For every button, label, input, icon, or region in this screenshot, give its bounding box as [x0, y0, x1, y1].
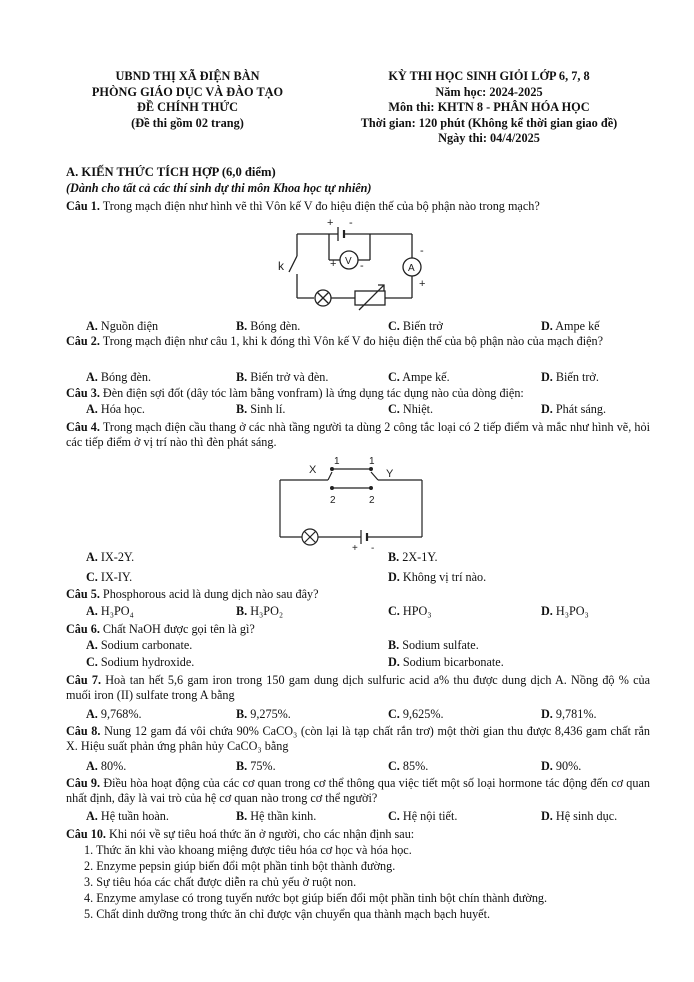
voltmeter-minus-label: -	[360, 260, 364, 272]
option-c[interactable]: C. IX-IY.	[86, 570, 133, 584]
option-d[interactable]: D. Ampe kế	[541, 319, 600, 333]
options-q3	[86, 402, 646, 417]
option-d[interactable]: D. Không vị trí nào.	[388, 570, 487, 584]
question-2	[66, 334, 650, 349]
voltmeter-plus-label: +	[330, 258, 337, 270]
question-4	[66, 420, 650, 450]
option-c[interactable]: C. Biến trở	[388, 319, 443, 333]
option-a[interactable]: A. Nguồn điện	[86, 319, 159, 333]
contact-2-label: 2	[369, 495, 375, 506]
option-b[interactable]: B. Bóng đèn.	[236, 319, 301, 333]
question-6	[66, 622, 650, 637]
statement-item: 1. Thức ăn khi vào khoang miệng được tiêu hóa cơ học và hóa học.	[84, 843, 412, 857]
options-q4-row2	[86, 570, 646, 585]
question-text: Phosphorous acid là dung dịch nào sau đây?	[102, 587, 319, 601]
question-text: Trong mạch điện như câu 1, khi k đóng thì Vôn kế V đo hiệu điện thế của bộ phận nào của mạch điện?	[102, 334, 604, 348]
contact-2-label: 2	[330, 495, 336, 506]
option-a[interactable]: A. 9,768%.	[86, 707, 142, 721]
circuit-diagram-2	[270, 450, 430, 552]
question-text: Khi nói về sự tiêu hoá thức ăn ở người, cho các nhận định sau:	[109, 827, 415, 841]
question-7	[66, 673, 650, 703]
voltmeter-label: V	[345, 256, 352, 267]
option-c[interactable]: C. Hệ nội tiết.	[388, 809, 458, 823]
contact-1-label: 1	[334, 456, 340, 467]
ammeter-label: A	[408, 263, 415, 274]
question-10	[66, 827, 650, 842]
contact-1-label: 1	[369, 456, 375, 467]
question-number: Câu 5.	[66, 587, 100, 601]
statement-item: 5. Chất dinh dưỡng trong thức ăn chỉ được vận chuyển qua thành mạch bạch huyết.	[84, 907, 491, 921]
question-number: Câu 4.	[66, 420, 100, 434]
option-a[interactable]: A. IX-2Y.	[86, 550, 135, 564]
question-text: Hoà tan hết 5,6 gam iron trong 150 gam dung dịch sulfuric acid a% thu được dung dịch A. Nồng độ % của muối iron (II) sulfate trong A bằng	[66, 673, 650, 702]
header-left-line: PHÒNG GIÁO DỤC VÀ ĐÀO TẠO	[91, 84, 284, 99]
options-q2	[86, 370, 646, 385]
option-d[interactable]: D. Biến trở.	[541, 370, 599, 384]
switch-lever-icon	[371, 472, 378, 480]
header-right-line: Thời gian: 120 phút (Không kể thời gian giao đề)	[360, 115, 618, 130]
battery-plus-label: +	[352, 543, 358, 552]
option-c[interactable]: C. Sodium hydroxide.	[86, 655, 195, 669]
options-q1	[86, 319, 646, 334]
option-a[interactable]: A. Sodium carbonate.	[86, 638, 193, 652]
question-5	[66, 587, 650, 602]
options-q7	[86, 707, 646, 722]
statement-item: 2. Enzyme pepsin giúp biến đổi một phần tinh bột thành đường.	[84, 859, 396, 873]
ammeter-minus-label: -	[420, 245, 424, 257]
question-text: Trong mạch điện cầu thang ở các nhà tầng người ta dùng 2 công tắc loại có 2 tiếp điểm và mắc như hình vẽ, hỏi các tiếp điểm ở vị trí nào thì đèn phát sáng.	[66, 420, 650, 449]
header-left-line: (Đề thi gồm 02 trang)	[131, 115, 244, 130]
statement-item: 3. Sự tiêu hóa các chất được diễn ra chủ yếu ở ruột non.	[84, 875, 357, 889]
question-8	[66, 724, 650, 754]
option-c[interactable]: C. 85%.	[388, 759, 429, 773]
option-d[interactable]: D. Hệ sinh dục.	[541, 809, 618, 823]
question-number: Câu 6.	[66, 622, 100, 636]
options-q5	[86, 604, 646, 619]
option-a[interactable]: A. Hệ tuần hoàn.	[86, 809, 169, 823]
contact-x-label: X	[309, 464, 317, 476]
question-3	[66, 386, 650, 401]
question-text: Đèn điện sợi đốt (dây tóc làm bằng vonfram) là ứng dụng tác dụng nào của dòng điện:	[102, 386, 524, 400]
question-text: Điều hòa hoạt động của các cơ quan trong cơ thể thông qua việc tiết một số loại hormone tác động đến cơ quan nhất định, đây là vai trò của hệ cơ quan nào trong cơ thể người?	[66, 776, 651, 805]
option-d[interactable]: D. H₃PO₃	[541, 604, 589, 618]
option-b[interactable]: B. H₃PO₂	[236, 604, 284, 618]
ammeter-plus-label: +	[419, 278, 426, 290]
rheostat-arrow	[359, 285, 384, 310]
question-number: Câu 7.	[66, 673, 102, 687]
question-9	[66, 776, 650, 806]
header-left	[40, 69, 335, 131]
option-d[interactable]: D. 9,781%.	[541, 707, 597, 721]
option-d[interactable]: D. Sodium bicarbonate.	[388, 655, 504, 669]
statement-item: 4. Enzyme amylase có trong tuyến nước bọt giúp biến đổi một phần tinh bột chín thành đường.	[84, 891, 548, 905]
option-a[interactable]: A. H₃PO₄	[86, 604, 134, 618]
rheostat-icon	[355, 291, 385, 305]
header-right-line: Môn thi: KHTN 8 - PHÂN HÓA HỌC	[388, 100, 590, 114]
contact-dot	[370, 487, 373, 490]
option-c[interactable]: C. Nhiệt.	[388, 402, 434, 416]
contact-dot	[370, 468, 373, 471]
switch-lever-icon	[328, 472, 332, 480]
battery-minus-label: -	[349, 217, 353, 229]
switch-label: k	[278, 259, 284, 273]
option-b[interactable]: B. Sinh lí.	[236, 402, 286, 416]
contact-y-label: Y	[386, 468, 394, 480]
header-right-line: KỲ THI HỌC SINH GIỎI LỚP 6, 7, 8	[388, 69, 590, 83]
option-a[interactable]: A. Hóa học.	[86, 402, 145, 416]
option-a[interactable]: A. Bóng đèn.	[86, 370, 152, 384]
option-b[interactable]: B. 9,275%.	[236, 707, 291, 721]
option-a[interactable]: A. 80%.	[86, 759, 127, 773]
question-number: Câu 10.	[66, 827, 106, 841]
option-d[interactable]: D. 90%.	[541, 759, 582, 773]
question-text: Chất NaOH được gọi tên là gì?	[102, 622, 255, 636]
question-text: Nung 12 gam đá vôi chứa 90% CaCO₃ (còn lại là tạp chất rắn trơ) một thời gian thu được 8,436 gam chất rắn X. Hiệu suất phản ứng phân hủy CaCO₃ bằng	[66, 724, 651, 753]
option-b[interactable]: B. Sodium sulfate.	[388, 638, 479, 652]
switch-icon	[289, 256, 297, 272]
header-right	[318, 69, 660, 147]
question-number: Câu 2.	[66, 334, 100, 348]
section-title: A. KIẾN THỨC TÍCH HỢP (6,0 điểm)	[66, 165, 276, 179]
option-b[interactable]: B. 75%.	[236, 759, 276, 773]
header-left-line: ĐỀ CHÍNH THỨC	[136, 100, 239, 114]
battery-plus-label: +	[327, 217, 334, 229]
battery-minus-label: -	[371, 543, 375, 552]
option-c[interactable]: C. Ampe kế.	[388, 370, 450, 384]
question-1	[66, 199, 650, 214]
option-b[interactable]: B. Hệ thần kinh.	[236, 809, 317, 823]
options-q6-row2	[86, 655, 646, 670]
options-q9	[86, 809, 646, 824]
option-b[interactable]: B. 2X-1Y.	[388, 550, 438, 564]
header-right-line: Năm học: 2024-2025	[435, 84, 543, 99]
header-right-line: Ngày thi: 04/4/2025	[438, 131, 540, 145]
header-left-line: UBND THỊ XÃ ĐIỆN BÀN	[115, 69, 260, 83]
section-note: (Dành cho tất cả các thí sinh dự thi môn Khoa học tự nhiên)	[66, 181, 372, 195]
option-d[interactable]: D. Phát sáng.	[541, 402, 607, 416]
question-number: Câu 1.	[66, 199, 100, 213]
option-c[interactable]: C. HPO₃	[388, 604, 432, 618]
options-q6-row1	[86, 638, 646, 653]
option-b[interactable]: B. Biến trở và đèn.	[236, 370, 329, 384]
question-number: Câu 9.	[66, 776, 101, 790]
question-text: Trong mạch điện như hình vẽ thì Vôn kế V đo hiệu điện thế của bộ phận nào trong mạch?	[102, 199, 540, 213]
options-q4-row1	[86, 550, 646, 565]
question-number: Câu 3.	[66, 386, 100, 400]
question-number: Câu 8.	[66, 724, 101, 738]
options-q8	[86, 759, 646, 774]
circuit-diagram-1	[272, 214, 442, 324]
option-c[interactable]: C. 9,625%.	[388, 707, 444, 721]
